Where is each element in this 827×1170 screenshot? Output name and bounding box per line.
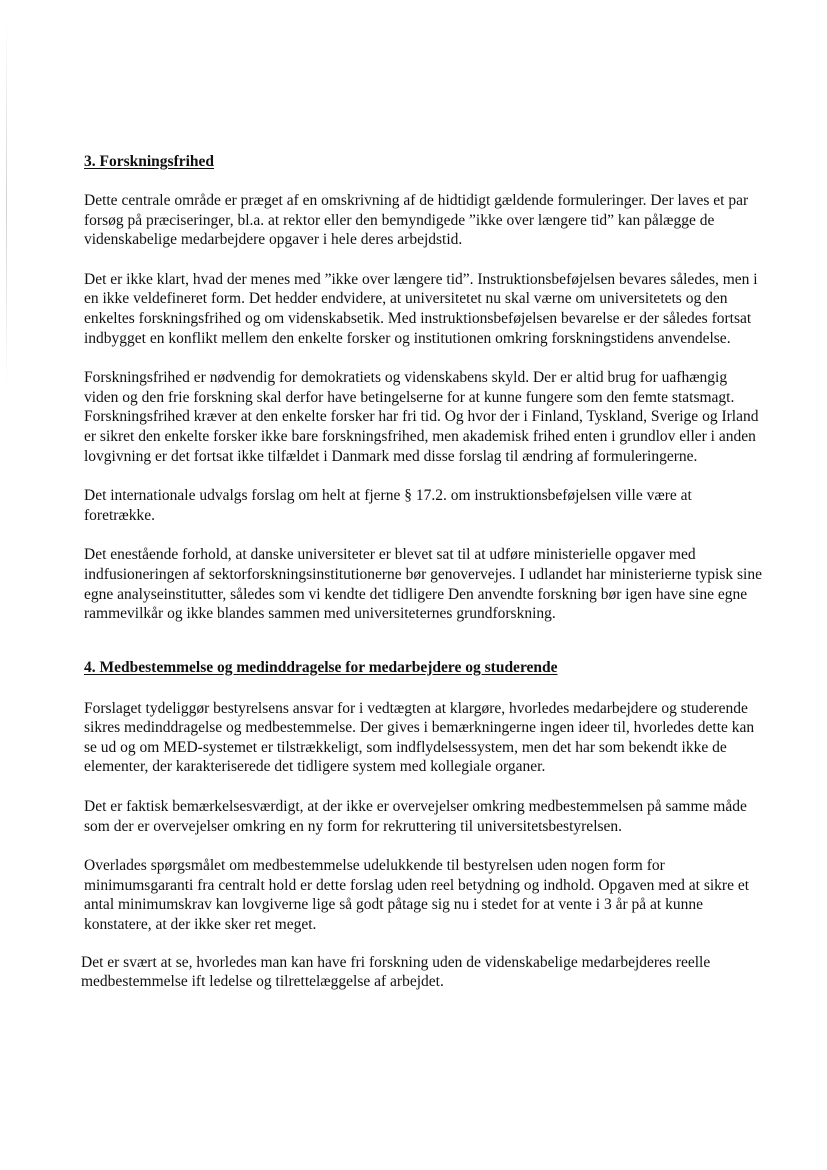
paragraph: Forskningsfrihed er nødvendig for demokratiets og videnskabens skyld. Der er altid brug for uafhængig viden og den frie forskning skal derfor have betingelserne for at kunne fungere som den femte statsmagt. Forskningsfrihed kræver at den enkelte forsker har fri tid. Og hvor der i Finland, Tyskland, Sverige og Irland er sikret den enkelte forsker ikke bare forskningsfrihed, men akademisk frihed enten i grundlov eller i anden lovgivning er det fortsat ikke tilfældet i Danmark med disse forslag til ændring af formuleringerne. xyxy=(84,369,759,465)
paragraph: Det er faktisk bemærkelsesværdigt, at der ikke er overvejelser omkring medbestemmelsen på samme måde som der er overvejelser omkring en ny form for rekruttering til universitetsbestyrelsen. xyxy=(84,798,747,835)
scan-edge-mark xyxy=(6,20,7,390)
paragraph: Det internationale udvalgs forslag om helt at fjerne § 17.2. om instruktionsbeføjelsen ville være at foretrække. xyxy=(84,487,692,524)
paragraph: Det enestående forhold, at danske universiteter er blevet sat til at udføre ministerielle opgaver med indfusioneringen af sektorforskningsinstitutionerne bør genovervejes. I udlandet har ministerierne typisk sine egne analyseinstitutter, således som vi kendte det tidligere Den anvendte forskning bør igen have sine egne rammevilkår og ikke blandes sammen med universiteternes grundforskning. xyxy=(84,546,762,623)
paragraph: Det er ikke klart, hvad der menes med ”ikke over længere tid”. Instruktionsbeføjelsen bevares således, men i en ikke veldefineret form. Det hedder endvidere, at universitetet nu skal værne om universitetets og den enkeltes forskningsfrihed og om videnskabsetik. Med instruktionsbeføjelsen bevarelse er der således fortsat indbygget en konflikt mellem den enkelte forsker og institutionen omkring forskningstidens anvendelse. xyxy=(84,270,758,347)
paragraph: Det er svært at se, hvorledes man kan have fri forskning uden de videnskabelige medarbejderes reelle medbestemmelse ift ledelse og tilrettelæggelse af arbejdet. xyxy=(81,953,711,991)
paragraph: Dette centrale område er præget af en omskrivning af de hidtidigt gældende formuleringer. Der laves et par forsøg på præciseringer, bl.a. at rektor eller den bemyndigede ”ikke over længere tid” kan pålægge de videnskabelige medarbejdere opgaver i hele deres arbejdstid. xyxy=(84,192,749,249)
section-forskningsfrihed xyxy=(84,152,764,624)
paragraph: Overlades spørgsmålet om medbestemmelse udelukkende til bestyrelsen uden nogen form for minimumsgaranti fra centralt hold er dette forslag uden reel betydning og indhold. Opgaven med at sikre et antal minimumskrav kan lovgiverne lige så godt påtage sig nu i stedet for at vente i 3 år på at kunne konstatere, at der ikke sker ret meget. xyxy=(84,857,750,934)
document-page xyxy=(81,152,764,992)
paragraph: Forslaget tydeliggør bestyrelsens ansvar for i vedtægten at klargøre, hvorledes medarbejdere og studerende sikres medinddragelse og medbestemmelse. Der gives i bemærkningerne ingen ideer til, hvorledes dette kan se ud og om MED-systemet er tilstrækkeligt, som indflydelsessystem, men det har som bekendt ikke de elementer, der karakteriserede det tidligere system med kollegiale organer. xyxy=(84,699,755,776)
section-heading: 4. Medbestemmelse og medinddragelse for medarbejdere og studerende xyxy=(84,658,558,676)
section-heading: 3. Forskningsfrihed xyxy=(84,153,215,170)
section-medbestemmelse xyxy=(81,658,764,992)
